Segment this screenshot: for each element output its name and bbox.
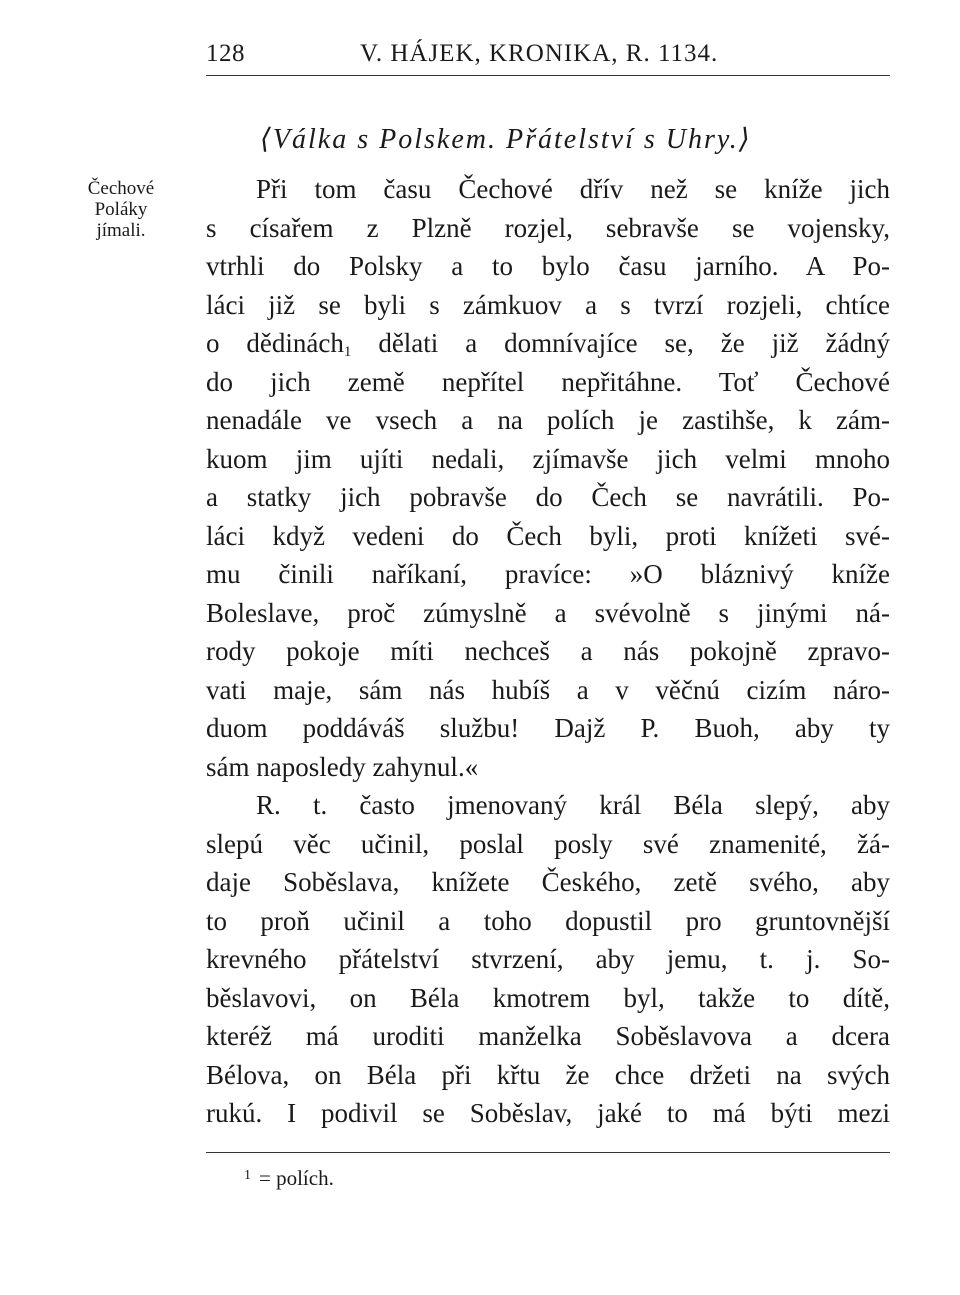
text-line: láci když vedeni do Čech byli, proti knížeti své-: [206, 520, 890, 551]
margin-note-line: Čechové: [87, 178, 155, 199]
text-line: Boleslave, proč zúmyslně a svévolně s jinými ná-: [206, 597, 890, 628]
text-line: a statky jich pobravše do Čech se navrátili. Po-: [206, 482, 890, 512]
text-line: láci již se byli s zámkuov a s tvrzí rozjeli, chtíce: [206, 289, 890, 320]
text-line: rukú. I podivil se Soběslav, jaké to má býti mezi: [206, 1098, 890, 1128]
margin-note-line: Poláky: [94, 199, 148, 220]
text-line: sám naposledy zahynul.«: [206, 751, 479, 782]
text-line: krevného přátelství stvrzení, aby jemu, t. j. So-: [206, 944, 890, 974]
footnote-text: = polích.: [259, 1166, 334, 1190]
text-line: daje Soběslava, knížete Českého, zetě svého, aby: [206, 867, 890, 897]
text-line: rody pokoje míti nechceš a nás pokojně zpravo-: [206, 636, 890, 666]
text-line: Při tom času Čechové dřív než se kníže jich: [256, 174, 890, 204]
text-line: to proň učinil a toho dopustil pro gruntovnější: [206, 905, 890, 936]
text-line: do jich země nepřítel nepřitáhne. Toť Čechové: [206, 366, 890, 397]
margin-note: [56, 178, 186, 241]
text-line: kuom jim ujíti nedali, zjímavše jich velmi mnoho: [206, 443, 890, 474]
text-line: vati maje, sám nás hubíš a v věčnú cizím náro-: [206, 674, 890, 705]
text-line: kteréž má uroditi manželka Soběslavova a dcera: [206, 1021, 890, 1051]
page-number: 128: [206, 40, 245, 67]
running-title: V. HÁJEK, KRONIKA, R. 1134.: [360, 40, 719, 67]
text-line: s císařem z Plzně rozjel, sebravše se vojensky,: [206, 212, 890, 243]
text-line: [206, 324, 890, 363]
text-fragment: dělati a domnívajíce se, že již žádný: [351, 328, 891, 358]
footnote: [244, 1166, 334, 1191]
text-line: Bélova, on Béla při křtu že chce držeti na svých: [206, 1059, 890, 1090]
text-line: duom poddáváš službu! Dajž P. Buoh, aby ty: [206, 713, 890, 743]
text-line: běslavovi, on Béla kmotrem byl, takže to dítě,: [206, 982, 890, 1013]
text-fragment: o dědinách: [206, 328, 344, 358]
footnote-rule: [206, 1152, 890, 1153]
text-line: mu činili naříkaní, pravíce: »O bláznivý kníže: [206, 559, 890, 589]
text-line: vtrhli do Polsky a to bylo času jarního. A Po-: [206, 251, 890, 281]
section-heading: ⟨Válka s Polskem. Přátelství s Uhry.⟩: [260, 124, 752, 155]
text-line: slepú věc učinil, poslal posly své znamenité, žá-: [206, 828, 890, 859]
footnote-reference: 1: [343, 344, 352, 360]
footnote-marker: 1: [244, 1168, 251, 1183]
margin-note-line: jímali.: [96, 220, 146, 241]
text-line: R. t. často jmenovaný král Béla slepý, aby: [256, 790, 890, 820]
text-line: nenadále ve vsech a na polích je zastihše, k zám-: [206, 405, 890, 435]
header-rule: [206, 75, 890, 76]
body-text: [206, 170, 890, 1133]
page-header: [206, 36, 890, 76]
